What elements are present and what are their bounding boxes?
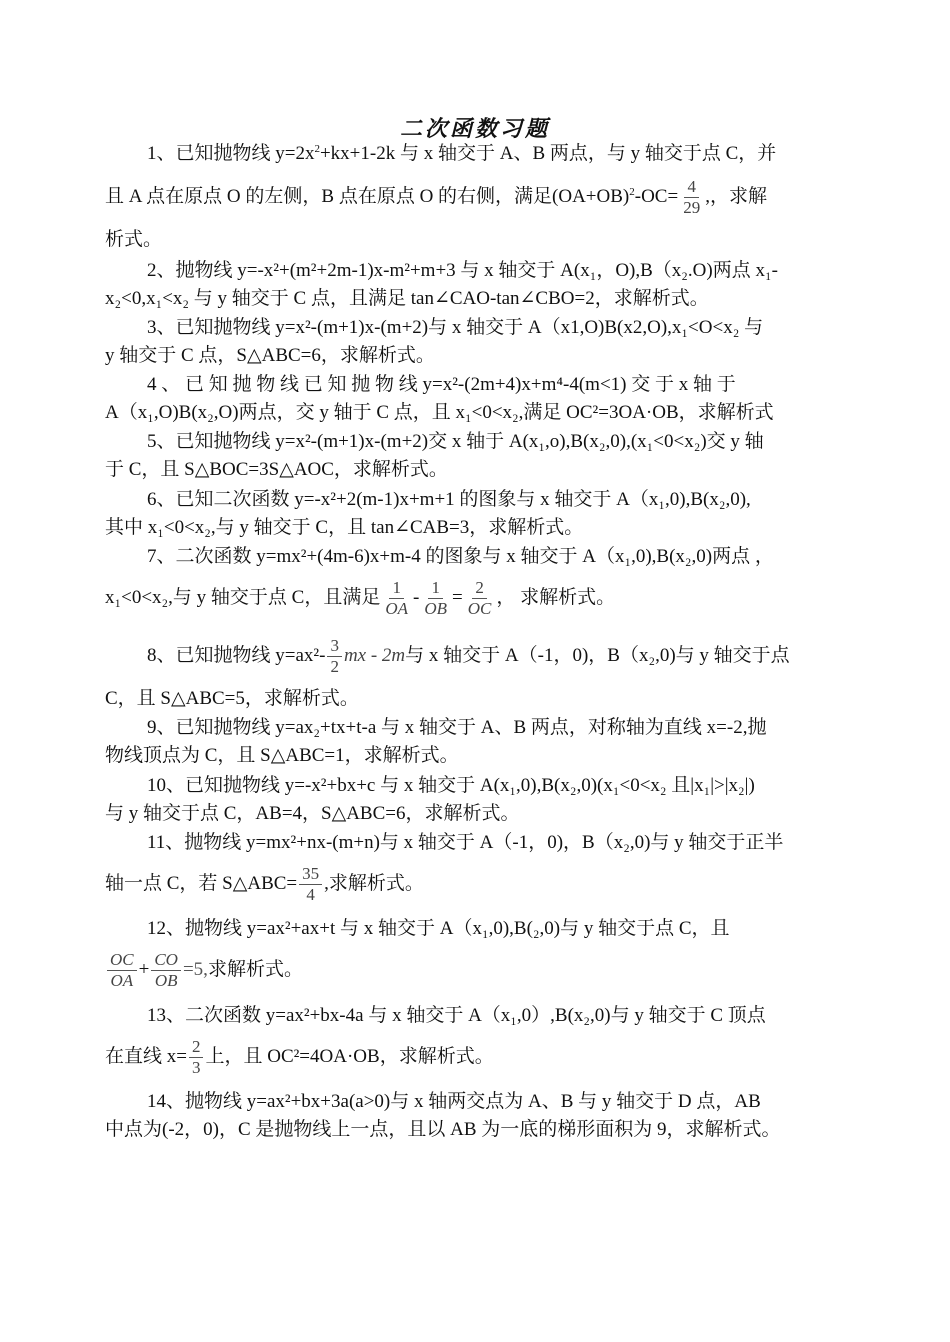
problem-6-line-2: 其中 x₁<0<x₂,与 y 轴交于 C，且 tan∠CAB=3，求解析式。 — [105, 517, 584, 538]
fraction-numerator: 4 — [684, 177, 699, 198]
text: 与 x 轴交于 A（-1，0)，B（x₂,0)与 y 轴交于点 — [405, 644, 790, 666]
fraction — [465, 578, 495, 619]
text: 8、已知抛物线 y=ax²- — [147, 644, 326, 666]
text: 轴一点 C，若 S△ABC= — [105, 872, 298, 894]
text: -OC= — [634, 185, 679, 207]
problem-13-line-1: 13、二次函数 y=ax²+bx-4a 与 x 轴交于 A（x₁,0）,B(x₂,0)与 y 轴交于 C 顶点 — [147, 1005, 766, 1026]
problem-3-line-2: y 轴交于 C 点，S△ABC=6，求解析式。 — [105, 345, 435, 366]
text: ， 求解析式。 — [496, 586, 616, 608]
fraction-denominator: 29 — [683, 198, 701, 217]
text: x₁<0<x₂,与 y 轴交于点 C，且满足 — [105, 586, 381, 608]
problem-14-line-2: 中点为(-2，0)，C 是抛物线上一点，且以 AB 为一底的梯形面积为 9，求解析式。 — [105, 1119, 781, 1140]
text: ,求解析式。 — [324, 872, 424, 894]
operator: + — [138, 958, 150, 980]
fraction-numerator: 2 — [189, 1037, 204, 1058]
fraction-denominator: OA — [110, 971, 134, 990]
problem-1-line-1: 1、已知抛物线 $y=2x^2+kx+1-2k$ 与 x 轴交于 A、B 两点，与 y 轴交于点 C，并 — [147, 143, 777, 164]
fraction-numerator: 2 — [472, 578, 487, 599]
problem-5-line-2: 于 C，且 S△BOC=3S△AOC，求解析式。 — [105, 459, 448, 480]
fraction-numerator: 1 — [389, 578, 404, 599]
fraction-numerator: OC — [107, 950, 137, 971]
text: 上，且 OC²=4OA·OB，求解析式。 — [205, 1045, 494, 1067]
problem-1-line-3: 析式。 — [105, 229, 163, 250]
problem-12-line-1: 12、抛物线 y=ax²+ax+t 与 x 轴交于 A（x₁,0),B(₂,0)与 y 轴交于点 C，且 — [147, 918, 730, 939]
text: 求解析式。 — [207, 958, 303, 980]
problem-10-line-1: 10、已知抛物线 y=-x²+bx+c 与 x 轴交于 A(x₁,0),B(x₂,0)(x₁<0<x₂ 且|x₁|>|x₂|) — [147, 775, 755, 796]
problem-5-line-1: 5、已知抛物线 y=x²-(m+1)x-(m+2)交 x 轴于 A(x₁,o),B(x₂,0),(x₁<0<x₂)交 y 轴 — [147, 431, 764, 452]
problem-7-line-2 — [105, 578, 847, 619]
problem-4-line-2: A（x₁,O)B(x₂,O)两点，交 y 轴于 C 点，且 x₁<0<x₂,满足 OC²=3OA·OB，求解析式 — [105, 402, 774, 423]
text: ,，求解 — [705, 185, 767, 207]
fraction-numerator: 35 — [299, 864, 322, 885]
problem-7-line-1: 7、二次函数 y=mx²+(4m-6)x+m-4 的图象与 x 轴交于 A（x₁,0),B(x₂,0)两点 ， — [147, 546, 774, 567]
operator: - — [413, 586, 420, 608]
problem-9-line-1: 9、已知抛物线 y=ax₂+tx+t-a 与 x 轴交于 A、B 两点，对称轴为直线 x=-2,抛 — [147, 717, 767, 738]
text: mx - 2m — [343, 644, 406, 666]
problem-11-line-1: 11、抛物线 y=mx²+nx-(m+n)与 x 轴交于 A（-1，0)，B（x₂,0)与 y 轴交于正半 — [147, 832, 784, 853]
page-title: 二次函数习题 — [399, 116, 550, 141]
text: 在直线 x= — [105, 1045, 187, 1067]
problem-3-line-1: 3、已知抛物线 y=x²-(m+1)x-(m+2)与 x 轴交于 A（x1,O)B(x2,O),x₁<O<x₂ 与 — [147, 317, 764, 338]
operator: = — [452, 586, 463, 608]
problem-2-line-2: x₂<0,x₁<x₂ 与 y 轴交于 C 点，且满足 tan∠CAO-tan∠CBO=2，求解析式。 — [105, 288, 709, 309]
problem-1-line-2: 且 A 点在原点 O 的左侧，B 点在原点 O 的右侧，满足$(OA+OB)^2-OC=$ $\frac{4}{29}$ ,，求解 — [105, 177, 767, 217]
problem-8-line-1 — [147, 636, 847, 677]
text: +kx+1-2k 与 x 轴交于 A、B 两点，与 y 轴交于点 C，并 — [319, 143, 777, 164]
fraction-denominator: OB — [424, 599, 448, 618]
problem-4-line-1: 4 、 已 知 抛 物 线 已 知 抛 物 线 y=x²-(2m+4)x+m⁴-4(m<1) 交 于 x 轴 于 — [147, 374, 736, 395]
problem-6-line-1: 6、已知二次函数 y=-x²+2(m-1)x+m+1 的图象与 x 轴交于 A（x₁,0),B(x₂,0), — [147, 489, 751, 510]
fraction — [151, 950, 181, 991]
fraction-numerator: CO — [151, 950, 181, 971]
problem-14-line-1: 14、抛物线 y=ax²+bx+3a(a>0)与 x 轴两交点为 A、B 与 y 轴交于 D 点，AB — [147, 1091, 761, 1112]
problem-12-line-2 — [105, 950, 847, 991]
fraction — [327, 636, 342, 677]
problem-2-line-1: 2、抛物线 y=-x²+(m²+2m-1)x-m²+m+3 与 x 轴交于 A(x₁，O),B（x₂.O)两点 x₁- — [147, 260, 778, 281]
fraction-denominator: OA — [385, 599, 409, 618]
fraction-denominator: 3 — [191, 1058, 201, 1077]
problem-13-line-2 — [105, 1037, 847, 1078]
problem-10-line-2: 与 y 轴交于点 C，AB=4，S△ABC=6，求解析式。 — [105, 803, 520, 824]
operator: =5, — [182, 958, 208, 980]
fraction-numerator: 1 — [428, 578, 443, 599]
problem-8-line-2: C，且 S△ABC=5，求解析式。 — [105, 688, 359, 709]
fraction-denominator: 4 — [306, 885, 315, 904]
fraction — [421, 578, 450, 619]
fraction — [107, 950, 137, 991]
fraction — [189, 1037, 204, 1078]
fraction-denominator: OC — [467, 599, 492, 618]
text: 1、已知抛物线 y=2x — [147, 143, 315, 164]
problem-9-line-2: 物线顶点为 C，且 S△ABC=1，求解析式。 — [105, 745, 459, 766]
fraction — [299, 864, 322, 905]
problem-11-line-2 — [105, 864, 847, 905]
fraction — [680, 177, 703, 218]
text: 且 A 点在原点 O 的左侧，B 点在原点 O 的右侧，满足(OA+OB) — [105, 185, 630, 207]
fraction-denominator: 2 — [330, 657, 339, 676]
fraction-denominator: OB — [154, 971, 178, 990]
fraction-numerator: 3 — [327, 636, 342, 657]
fraction — [382, 578, 411, 619]
